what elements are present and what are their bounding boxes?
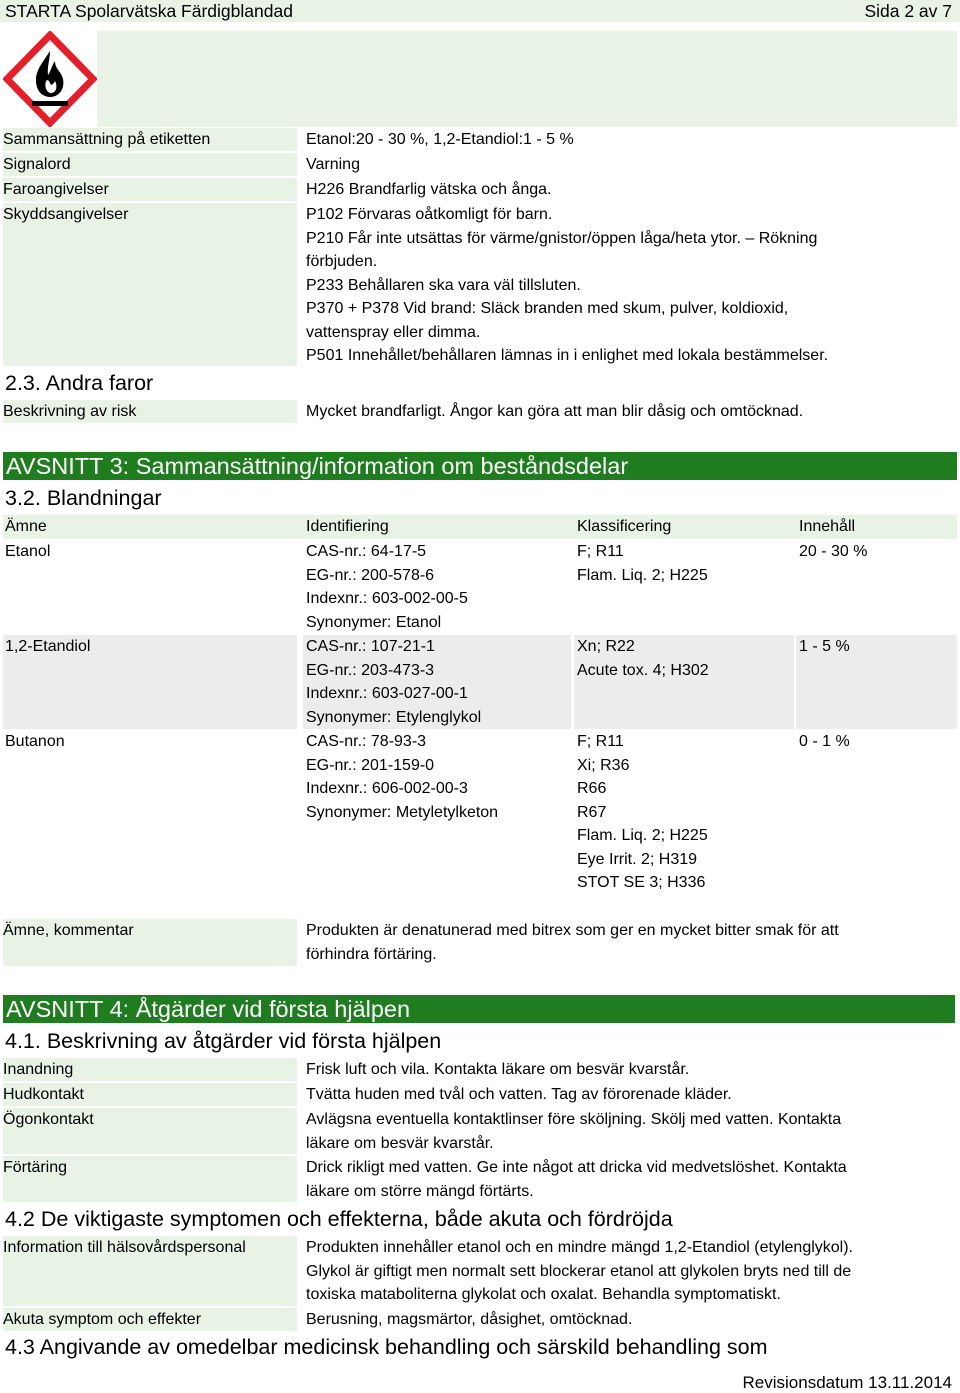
section-4-3-heading: 4.3 Angivande av omedelbar medicinsk behandling och särskild behandling som (5, 1335, 768, 1359)
classification: Xi; R36 (577, 756, 630, 774)
column-classification: Klassificering (577, 518, 672, 535)
classification-cell (577, 540, 708, 587)
text-line: Drick rikligt med vatten. Ge inte något att dricka vid medvetslöshet. Kontakta (306, 1159, 847, 1176)
identifier: Synonymer: Etylenglykol (306, 708, 482, 726)
eye-contact-label: Ögonkontakt (3, 1108, 297, 1154)
revision-date: Revisionsdatum 13.11.2014 (742, 1373, 952, 1392)
text-line: Produkten innehåller etanol och en mindre mängd 1,2-Etandiol (etylenglykol). (306, 1239, 853, 1256)
pictogram-area (3, 31, 957, 127)
classification: Eye Irrit. 2; H319 (577, 850, 698, 868)
identifier: CAS-nr.: 78-93-3 (306, 733, 427, 750)
ingestion-label: Förtäring (3, 1156, 297, 1202)
text-line: Avlägsna eventuella kontaktlinser före sköljning. Skölj med vatten. Kontakta (306, 1111, 842, 1128)
identification-cell (306, 635, 481, 729)
precautionary-line: P501 Innehållet/behållaren lämnas in i enlighet med lokala bestämmelser. (306, 347, 829, 364)
other-hazards-heading: 2.3. Andra faror (5, 371, 154, 395)
substance-comment-label: Ämne, kommentar (3, 919, 297, 966)
classification-cell (577, 730, 708, 895)
page-number: Sida 2 av 7 (864, 1, 952, 21)
classification: F; R11 (577, 543, 624, 560)
identifier: Indexnr.: 603-027-00-1 (306, 685, 468, 702)
classification: R66 (577, 780, 607, 797)
column-content: Innehåll (799, 518, 856, 535)
composition-value: Etanol:20 - 30 %, 1,2-Etandiol:1 - 5 % (306, 131, 574, 148)
classification: R67 (577, 803, 607, 821)
text-line: toxiska mataboliterna glykolat och oxalat. Behandla symptomatiskt. (306, 1286, 781, 1303)
skin-contact-text: Tvätta huden med tvål och vatten. Tag av förorenade kläder. (306, 1086, 732, 1103)
classification: F; R11 (577, 733, 624, 750)
substance-name: Butanon (5, 733, 65, 750)
risk-description-value: Mycket brandfarligt. Ångor kan göra att man blir dåsig och omtöcknad. (306, 403, 804, 420)
table-row (3, 730, 957, 895)
acute-symptoms-text: Berusning, magsmärtor, dåsighet, omtöcknad. (306, 1311, 633, 1328)
inhalation-label: Inandning (3, 1058, 297, 1081)
inhalation-text: Frisk luft och vila. Kontakta läkare om besvär kvarstår. (306, 1061, 690, 1078)
identifier: Indexnr.: 606-002-00-3 (306, 780, 468, 797)
document-title: STARTA Spolarvätska Färdigblandad (5, 1, 293, 21)
section-4-title: AVSNITT 4: Åtgärder vid första hjälpen (3, 995, 955, 1023)
precautionary-line: P102 Förvaras oåtkomligt för barn. (306, 206, 553, 223)
content-value: 20 - 30 % (799, 543, 868, 560)
classification: Flam. Liq. 2; H225 (577, 566, 708, 584)
precautionary-line: P233 Behållaren ska vara väl tillsluten. (306, 276, 581, 294)
acute-symptoms-label: Akuta symptom och effekter (3, 1308, 297, 1331)
classification: Flam. Liq. 2; H225 (577, 827, 708, 844)
pictogram-cell (3, 31, 97, 127)
hazard-statements-label: Faroangivelser (3, 178, 297, 201)
ingestion-text (306, 1156, 847, 1203)
precautionary-line: P370 + P378 Vid brand: Släck branden med skum, pulver, koldioxid, (306, 300, 789, 317)
risk-description-label: Beskrivning av risk (3, 400, 297, 423)
column-substance: Ämne (5, 518, 47, 535)
substance-comment (306, 919, 839, 966)
health-staff-info-label: Information till hälsovårdspersonal (3, 1236, 297, 1306)
precautionary-line: förbjuden. (306, 253, 378, 270)
identifier: EG-nr.: 201-159-0 (306, 756, 435, 774)
classification: Xn; R22 (577, 638, 635, 655)
substance-name: Etanol (5, 543, 51, 560)
content-value: 0 - 1 % (799, 733, 850, 750)
content-value: 1 - 5 % (799, 638, 850, 655)
text-line: läkare om besvär kvarstår. (306, 1134, 494, 1152)
precautionary-statements (306, 203, 828, 368)
identifier: Indexnr.: 603-002-00-5 (306, 590, 468, 607)
identifier: CAS-nr.: 64-17-5 (306, 543, 427, 560)
section-3-title: AVSNITT 3: Sammansättning/information om beståndsdelar (3, 452, 957, 480)
signal-word-label: Signalord (3, 153, 297, 176)
section-4-2-heading: 4.2 De viktigaste symptomen och effekterna, både akuta och fördröjda (5, 1207, 673, 1231)
column-identification: Identifiering (306, 518, 389, 535)
composition-label: Sammansättning på etiketten (3, 128, 297, 151)
identifier: EG-nr.: 200-578-6 (306, 566, 435, 584)
table-row (3, 635, 957, 729)
comment-line: förhindra förtäring. (306, 945, 437, 963)
text-line: Glykol är giftigt men normalt sett blockerar etanol att glykolen bryts ned till de (306, 1262, 852, 1280)
identifier: Synonymer: Metyletylketon (306, 803, 499, 821)
substance-name: 1,2-Etandiol (5, 638, 91, 655)
classification: Acute tox. 4; H302 (577, 661, 709, 679)
identification-cell (306, 540, 468, 634)
identifier: CAS-nr.: 107-21-1 (306, 638, 435, 655)
identification-cell (306, 730, 498, 824)
signal-word-value: Varning (306, 156, 360, 173)
eye-contact-text (306, 1108, 841, 1155)
text-line: läkare om större mängd förtärts. (306, 1182, 534, 1200)
flame-hazard-icon (3, 31, 97, 127)
table-row (3, 540, 957, 635)
section-4-1-heading: 4.1. Beskrivning av åtgärder vid första hjälpen (5, 1029, 442, 1053)
classification-cell (577, 635, 709, 682)
precautionary-label: Skyddsangivelser (3, 203, 297, 366)
precautionary-line: P210 Får inte utsättas för värme/gnistor/öppen låga/heta ytor. – Rökning (306, 229, 818, 247)
hazard-statements-value: H226 Brandfarlig vätska och ånga. (306, 181, 552, 198)
section-3-2-heading: 3.2. Blandningar (5, 486, 162, 510)
classification: STOT SE 3; H336 (577, 874, 706, 891)
identifier: Synonymer: Etanol (306, 613, 442, 631)
comment-line: Produkten är denatunerad med bitrex som ger en mycket bitter smak för att (306, 922, 839, 939)
skin-contact-label: Hudkontakt (3, 1083, 297, 1106)
precautionary-line: vattenspray eller dimma. (306, 323, 481, 341)
identifier: EG-nr.: 203-473-3 (306, 661, 435, 679)
health-staff-info-text (306, 1236, 853, 1307)
